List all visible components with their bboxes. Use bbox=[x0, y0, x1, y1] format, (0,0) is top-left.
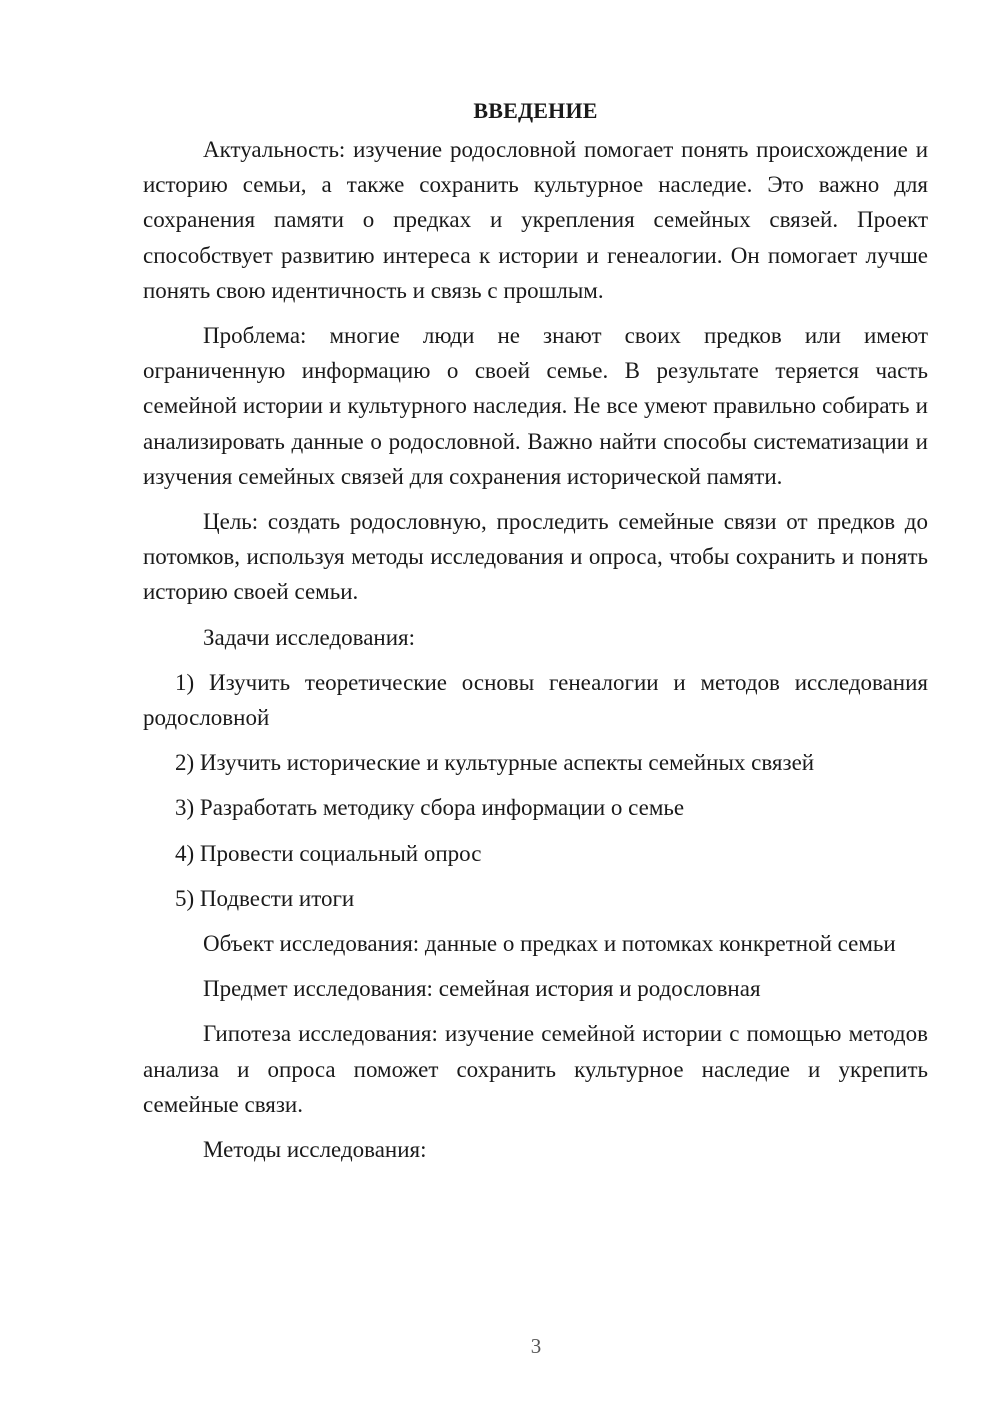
tasks-heading: Задачи исследования: bbox=[203, 624, 416, 650]
document-page bbox=[143, 96, 928, 1177]
task-item: 4) Провести социальный опрос bbox=[175, 840, 482, 866]
task-item: 2) Изучить исторические и культурные аспекты семейных связей bbox=[175, 750, 815, 776]
task-item: 3) Разработать методику сбора информации о семье bbox=[175, 795, 685, 821]
hypothesis-paragraph: Гипотеза исследования: изучение семейной истории с помощью методов анализа и опроса поможет сохранить культурное наследие и укрепить семейные связи. bbox=[143, 1021, 928, 1117]
page-number: 3 bbox=[530, 1334, 542, 1358]
task-item: 1) Изучить теоретические основы генеалогии и методов исследования родословной bbox=[143, 669, 928, 731]
subject-paragraph: Предмет исследования: семейная история и родословная bbox=[203, 976, 761, 1002]
object-paragraph: Объект исследования: данные о предках и потомках конкретной семьи bbox=[203, 931, 896, 957]
problem-paragraph: Проблема: многие люди не знают своих предков или имеют ограниченную информацию о своей семье. В результате теряется часть семейной истории и культурного наследия. Не все умеют правильно собирать и анализировать данные о родословной. Важно найти способы систематизации и изучения семейных связей для сохранения исторической памяти. bbox=[143, 323, 928, 489]
relevance-paragraph: Актуальность: изучение родословной помогает понять происхождение и историю семьи, а также сохранить культурное наследие. Это важно для сохранения памяти о предках и укрепления семейных связей. Проект способствует развитию интереса к истории и генеалогии. Он помогает лучше понять свою идентичность и связь с прошлым. bbox=[143, 137, 928, 303]
goal-paragraph: Цель: создать родословную, проследить семейные связи от предков до потомков, используя методы исследования и опроса, чтобы сохранить и понять историю своей семьи. bbox=[143, 509, 928, 605]
task-item: 5) Подвести итоги bbox=[175, 885, 355, 911]
page-title: ВВЕДЕНИЕ bbox=[473, 98, 598, 123]
methods-heading: Методы исследования: bbox=[203, 1137, 427, 1163]
